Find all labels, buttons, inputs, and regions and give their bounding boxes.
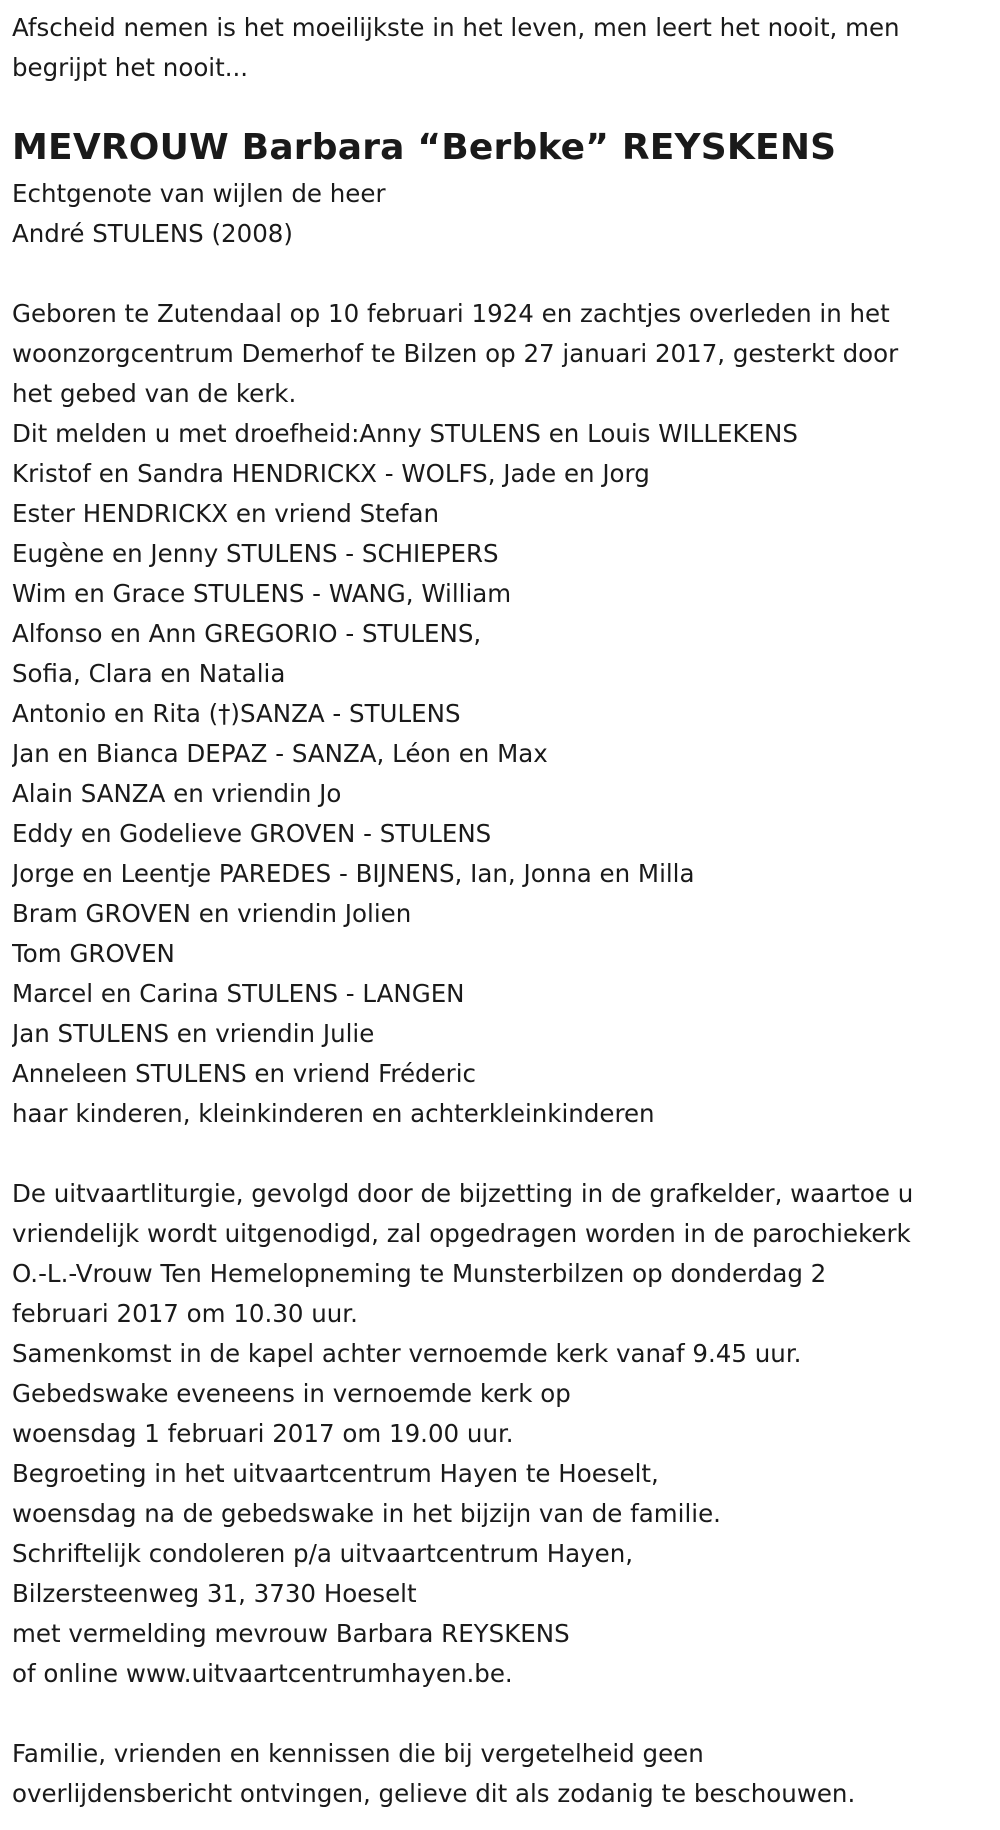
family-line: Anneleen STULENS en vriend Fréderic: [12, 1059, 477, 1088]
family-line: Kristof en Sandra HENDRICKX - WOLFS, Jade en Jorg: [12, 459, 650, 488]
family-line: Jan STULENS en vriendin Julie: [12, 1019, 375, 1048]
family-line: Tom GROVEN: [12, 939, 175, 968]
funeral-line: woensdag 1 februari 2017 om 19.00 uur.: [12, 1419, 514, 1448]
funeral-line: O.-L.-Vrouw Ten Hemelopneming te Munsterbilzen op donderdag 2: [12, 1259, 827, 1288]
birth-death-info: [12, 294, 988, 414]
family-line: Eugène en Jenny STULENS - SCHIEPERS: [12, 539, 499, 568]
funeral-website-line: of online www.uitvaartcentrumhayen.be.: [12, 1659, 513, 1688]
family-list: [12, 414, 988, 1134]
intro-line: Afscheid nemen is het moeilijkste in het leven, men leert het nooit, men: [12, 13, 900, 42]
deceased-name-heading: MEVROUW Barbara “Berbke” REYSKENS: [12, 127, 837, 168]
spacer: [12, 1134, 988, 1174]
family-line: Jorge en Leentje PAREDES - BIJNENS, Ian, Jonna en Milla: [12, 859, 695, 888]
intro-quote: [12, 8, 988, 88]
funeral-line: februari 2017 om 10.30 uur.: [12, 1299, 358, 1328]
family-line: Dit melden u met droefheid:Anny STULENS en Louis WILLEKENS: [12, 419, 798, 448]
funeral-info: [12, 1174, 988, 1694]
funeral-line: vriendelijk wordt uitgenodigd, zal opgedragen worden in de parochiekerk: [12, 1219, 911, 1248]
family-line: Alain SANZA en vriendin Jo: [12, 779, 342, 808]
funeral-line: met vermelding mevrouw Barbara REYSKENS: [12, 1619, 570, 1648]
spouse-line: Echtgenote van wijlen de heer: [12, 179, 386, 208]
spouse-line: André STULENS (2008): [12, 219, 293, 248]
family-line: Marcel en Carina STULENS - LANGEN: [12, 979, 465, 1008]
funeral-line: Begroeting in het uitvaartcentrum Hayen te Hoeselt,: [12, 1459, 659, 1488]
family-line: Jan en Bianca DEPAZ - SANZA, Léon en Max: [12, 739, 548, 768]
funeral-line: Schriftelijk condoleren p/a uitvaartcentrum Hayen,: [12, 1539, 634, 1568]
closing-note: [12, 1734, 988, 1814]
spacer: [12, 1694, 988, 1734]
funeral-line: Samenkomst in de kapel achter vernoemde kerk vanaf 9.45 uur.: [12, 1339, 802, 1368]
family-line: Ester HENDRICKX en vriend Stefan: [12, 499, 439, 528]
birth-death-line: het gebed van de kerk.: [12, 379, 297, 408]
funeral-line: Bilzersteenweg 31, 3730 Hoeselt: [12, 1579, 417, 1608]
spouse-info: [12, 174, 988, 254]
closing-line: overlijdensbericht ontvingen, gelieve dit als zodanig te beschouwen.: [12, 1779, 856, 1808]
birth-death-line: Geboren te Zutendaal op 10 februari 1924 en zachtjes overleden in het: [12, 299, 890, 328]
family-line: Eddy en Godelieve GROVEN - STULENS: [12, 819, 492, 848]
family-line: haar kinderen, kleinkinderen en achterkleinkinderen: [12, 1099, 655, 1128]
funeral-line: woensdag na de gebedswake in het bijzijn van de familie.: [12, 1499, 721, 1528]
family-line: Bram GROVEN en vriendin Jolien: [12, 899, 412, 928]
spacer: [12, 254, 988, 294]
funeral-line: Gebedswake eveneens in vernoemde kerk op: [12, 1379, 571, 1408]
funeral-line: De uitvaartliturgie, gevolgd door de bijzetting in de grafkelder, waartoe u: [12, 1179, 914, 1208]
family-line: Alfonso en Ann GREGORIO - STULENS,: [12, 619, 482, 648]
closing-line: Familie, vrienden en kennissen die bij vergetelheid geen: [12, 1739, 704, 1768]
family-line: Sofia, Clara en Natalia: [12, 659, 286, 688]
family-line: Antonio en Rita (†)SANZA - STULENS: [12, 699, 461, 728]
birth-death-line: woonzorgcentrum Demerhof te Bilzen op 27 januari 2017, gesterkt door: [12, 339, 899, 368]
family-line: Wim en Grace STULENS - WANG, William: [12, 579, 512, 608]
intro-line: begrijpt het nooit...: [12, 53, 249, 82]
